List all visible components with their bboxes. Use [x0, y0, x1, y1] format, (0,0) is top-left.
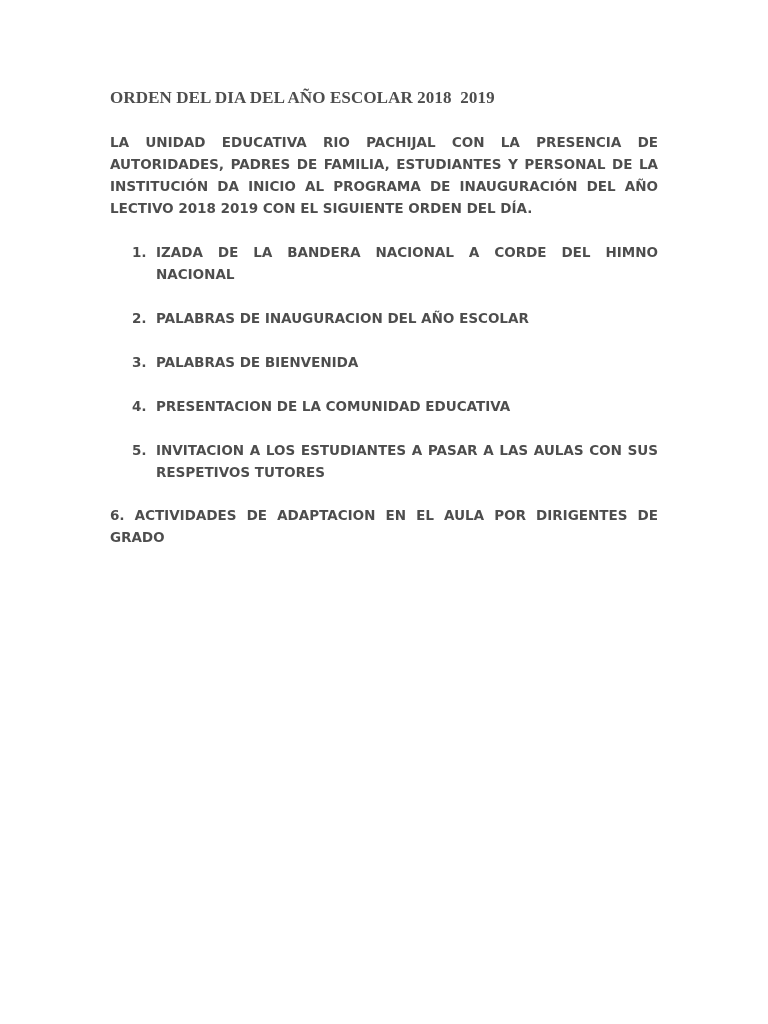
list-item	[110, 242, 658, 286]
list-item-number: 3.	[132, 355, 147, 371]
list-item	[110, 352, 658, 374]
list-item-text: PALABRAS DE BIENVENIDA	[156, 355, 359, 371]
list-item	[110, 308, 658, 330]
list-item-text: PALABRAS DE INAUGURACION DEL AÑO ESCOLAR	[156, 311, 529, 327]
closing-item: 6. ACTIVIDADES DE ADAPTACION EN EL AULA POR DIRIGENTES DE GRADO	[110, 508, 658, 546]
document-title: ORDEN DEL DIA DEL AÑO ESCOLAR 2018 2019	[110, 88, 495, 107]
list-item-text: PRESENTACION DE LA COMUNIDAD EDUCATIVA	[156, 399, 511, 415]
list-item-number: 1.	[132, 245, 147, 261]
list-item-number: 4.	[132, 399, 147, 415]
list-item-number: 5.	[132, 443, 147, 459]
list-item-number: 2.	[132, 311, 147, 327]
list-item	[110, 440, 658, 484]
list-item	[110, 396, 658, 418]
agenda-list	[110, 242, 658, 506]
intro-paragraph: LA UNIDAD EDUCATIVA RIO PACHIJAL CON LA PRESENCIA DE AUTORIDADES, PADRES DE FAMILIA, ESTUDIANTES Y PERSONAL DE LA INSTITUCIÓN DA INICIO AL PROGRAMA DE INAUGURACIÓN DEL AÑO LECTIVO 2018 2019 CON EL SIGUIENTE ORDEN DEL DÍA.	[110, 135, 658, 217]
list-item-text: INVITACION A LOS ESTUDIANTES A PASAR A LAS AULAS CON SUS RESPETIVOS TUTORES	[156, 443, 658, 481]
list-item-text: IZADA DE LA BANDERA NACIONAL A CORDE DEL HIMNO NACIONAL	[156, 245, 658, 283]
